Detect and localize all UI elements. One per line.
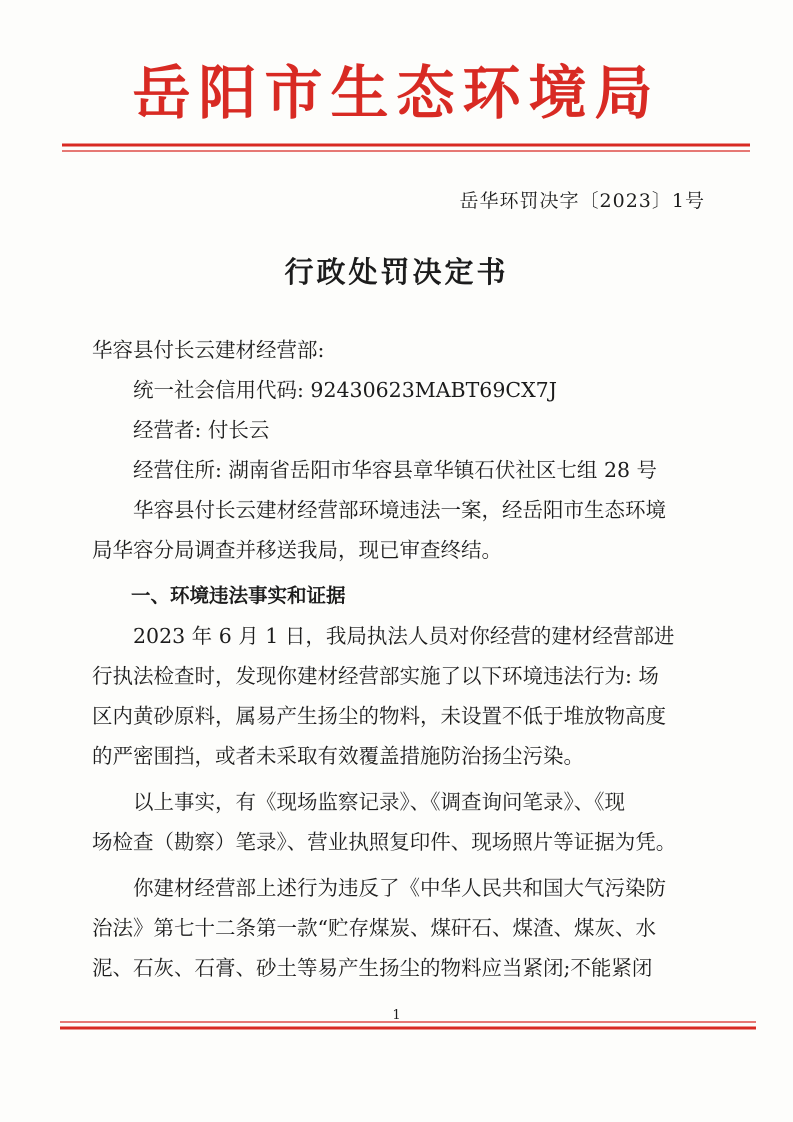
page-number: 1 xyxy=(392,1008,401,1023)
party-credit-code: 统一社会信用代码: 92430623MABT69CX7J xyxy=(133,378,557,402)
paragraph-line: 行执法检查时，发现你建材经营部实施了以下环境违法行为: 场 xyxy=(92,664,659,688)
facts-paragraph xyxy=(92,616,725,776)
intro-paragraph xyxy=(92,490,725,570)
paragraph-line: 局华容分局调查并移送我局，现已审查终结。 xyxy=(92,538,502,562)
party-name: 华容县付长云建材经营部: xyxy=(92,338,325,362)
paragraph-line: 治法》第七十二条第一款“贮存煤炭、煤矸石、煤渣、煤灰、水 xyxy=(92,916,656,940)
paragraph-line: 你建材经营部上述行为违反了《中华人民共和国大气污染防 xyxy=(133,876,666,900)
paragraph-line: 场检查（勘察）笔录》、营业执照复印件、现场照片等证据为凭。 xyxy=(92,830,677,854)
party-address: 经营住所: 湖南省岳阳市华容县章华镇石伏社区七组 28 号 xyxy=(133,458,658,482)
law-paragraph xyxy=(92,868,725,988)
paragraph-line: 2023 年 6 月 1 日，我局执法人员对你经营的建材经营部进 xyxy=(133,624,675,648)
footer-red-rule xyxy=(60,1018,756,1032)
document-title: 行政处罚决定书 xyxy=(284,255,509,289)
section-heading: 一、环境违法事实和证据 xyxy=(131,584,346,607)
evidence-paragraph xyxy=(92,782,725,862)
paragraph-line: 以上事实，有《现场监察记录》、《调查询问笔录》、《现 xyxy=(133,790,625,814)
paragraph-line: 华容县付长云建材经营部环境违法一案，经岳阳市生态环境 xyxy=(133,498,666,522)
letterhead-organization: 岳阳市生态环境局 xyxy=(132,59,661,127)
paragraph-line: 泥、石灰、石膏、砂土等易产生扬尘的物料应当紧闭;不能紧闭 xyxy=(92,956,653,980)
paragraph-line: 区内黄砂原料，属易产生扬尘的物料，未设置不低于堆放物高度 xyxy=(92,704,666,728)
paragraph-line: 的严密围挡，或者未采取有效覆盖措施防治扬尘污染。 xyxy=(92,744,584,768)
letterhead-red-rule xyxy=(62,142,750,156)
document-number: 岳华环罚决字〔2023〕1号 xyxy=(459,190,705,212)
document-body xyxy=(92,330,725,988)
party-operator: 经营者: 付长云 xyxy=(133,418,270,442)
